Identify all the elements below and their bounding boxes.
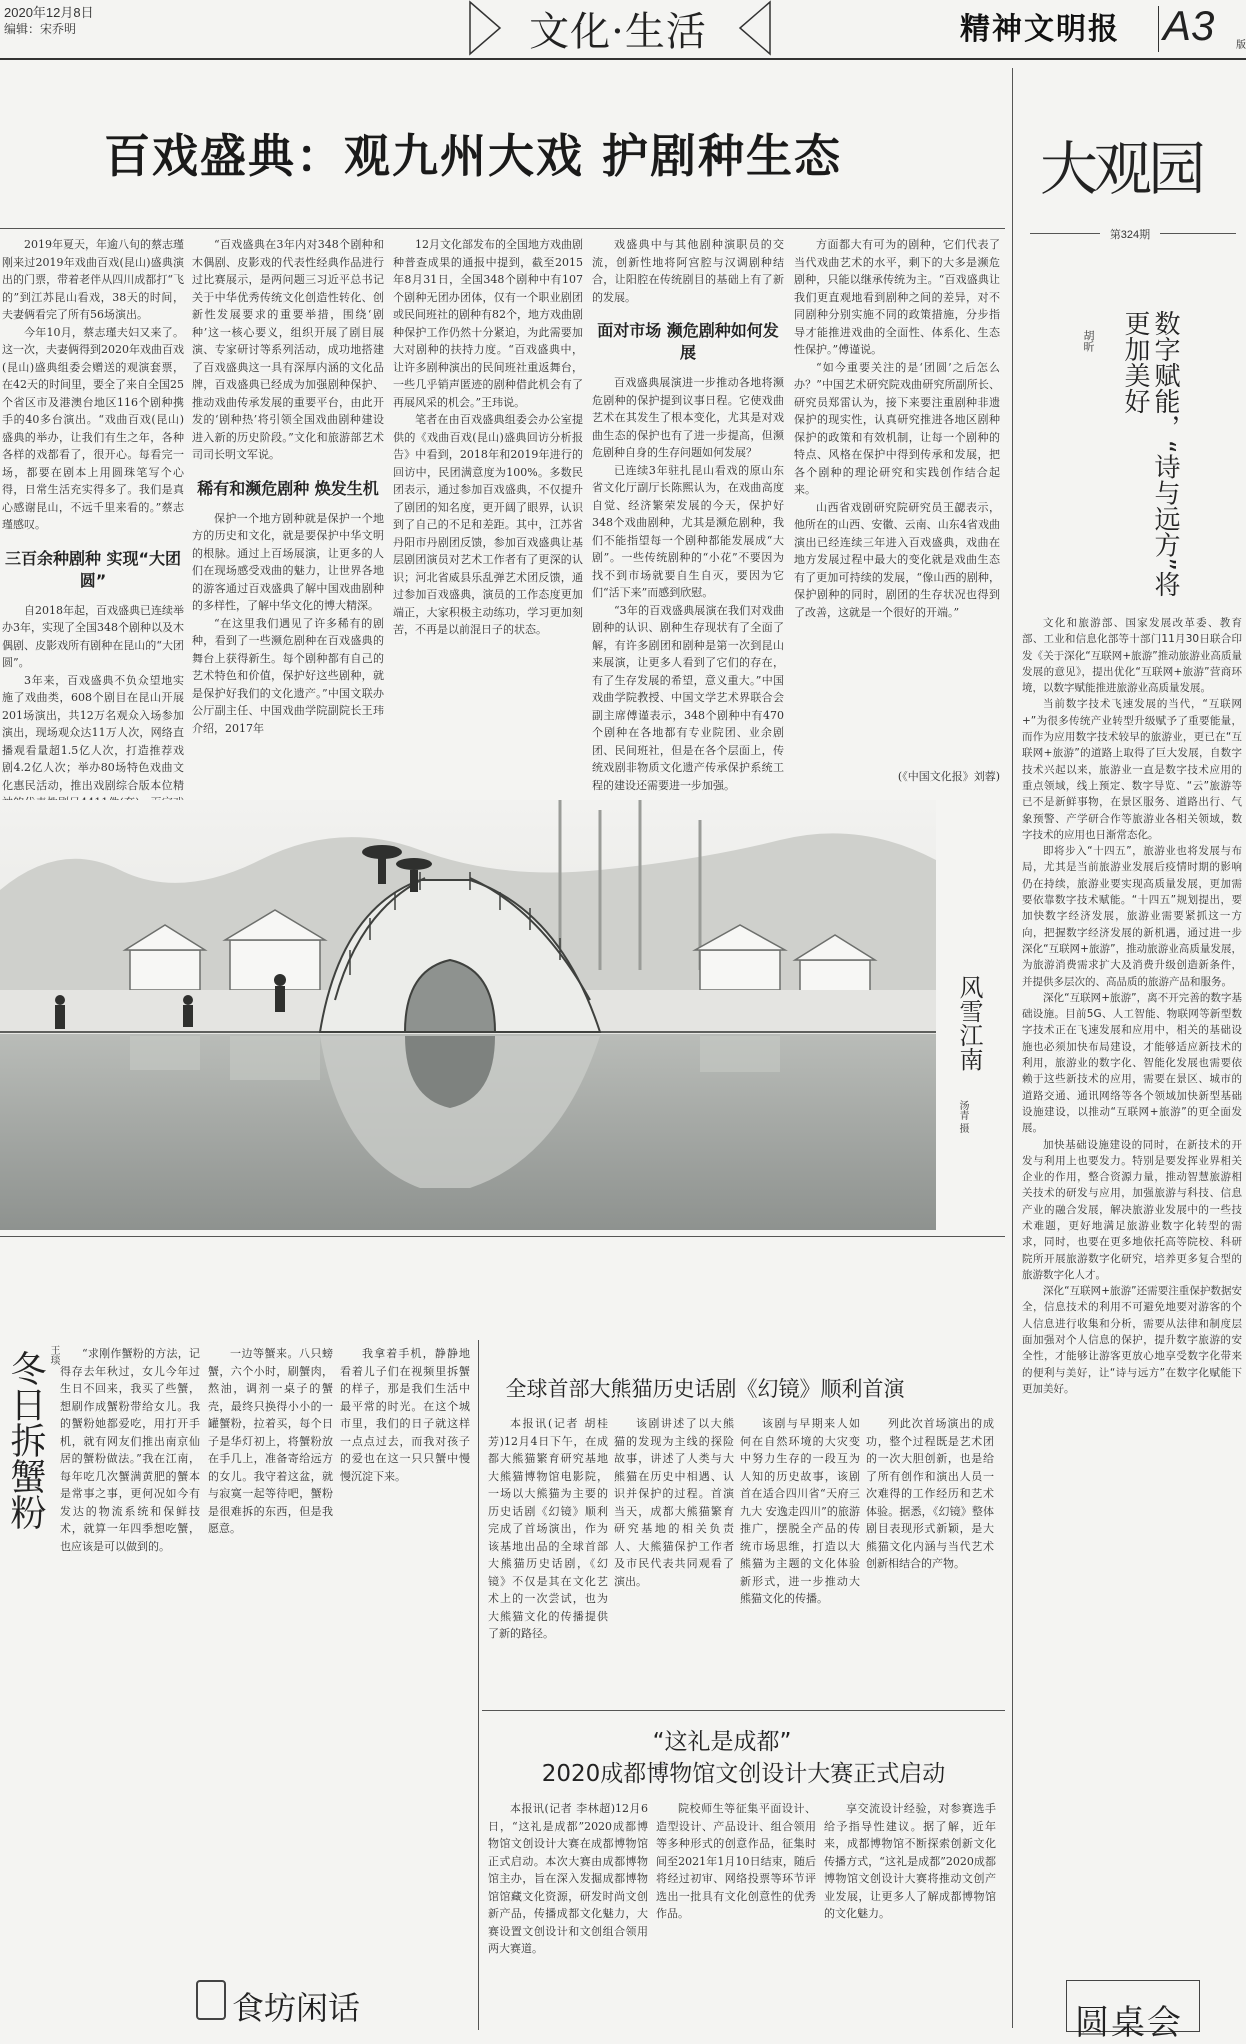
photo-rule: [0, 1236, 1005, 1237]
paragraph: 戏盛典中与其他剧种演职员的交流，创新性地将阿宫腔与汉调剧种结合，让阳腔在传统剧目的基础上有了新的发展。: [592, 238, 784, 304]
winter-essay-title: 冬日拆蟹粉: [5, 1350, 46, 1530]
article-column-5: [794, 236, 1000, 766]
winter-column-3: [340, 1345, 470, 1885]
paragraph: 当前数字技术飞速发展的当代，“互联网+”为很多传统产业转型升级赋予了重要能量，而作为应用数字技术较早的旅游业，更已在“互联网+旅游”的道路上取得了巨大发展，自数字技术兴起以来，旅游业一直是数字技术应用的重点领域，线上预定、数字导览、“云”旅游等已不是新鲜事物，在景区服务、道路出行、气象预警、产学研合作等旅游业各相关领域，数字技术的应用也日渐常态化。: [1022, 698, 1242, 841]
winter-divider: [478, 1340, 479, 2030]
panda-column-1: [488, 1415, 608, 1705]
winter-column-2: [208, 1345, 333, 1885]
sidebar-issue: 第324期: [1109, 229, 1151, 241]
paragraph: 2019年夏天，年逾八旬的蔡志瑾刚来过2019年戏曲百戏(昆山)盛典演出的门票，带着老伴从四川成都打“飞的”到江苏昆山看戏，38天的时间，夫妻俩看完了所有56场演出。: [2, 238, 184, 321]
paragraph: “在这里我们遇见了许多稀有的剧种，看到了一些濒危剧种在百戏盛典的舞台上获得新生。每个剧种都有自己的艺术特色和价值，保护好这些剧种，就是保护好我们的文化遗产。”中国文联办公厅副主任、中国戏曲学院副院长王玮介绍，2017年: [192, 616, 384, 735]
subheading: 稀有和濒危剧种 焕发生机: [197, 478, 379, 498]
issue-rule-right: [1160, 233, 1236, 234]
panda-story-title: 全球首部大熊猫历史话剧《幻镜》顺利首演: [505, 1377, 905, 1401]
food-column-logo: [196, 1980, 226, 2020]
paragraph: 百戏盛典展演进一步推动各地将濒危剧种的保护提到议事日程。它使戏曲艺术在其发生了根本变化，尤其是对戏曲生态的保护也有了进一步提高，但濒危剧种自身的生存问题如何发展？: [592, 376, 784, 459]
section-deco-right: [740, 2, 770, 54]
section-deco-left: [470, 2, 500, 54]
paragraph: 笔者在由百戏盛典组委会办公室提供的《戏曲百戏(昆山)盛典回访分析报告》中看到，2018年和2019年进行的回访中，民团满意度为100%。多数民团表示，通过参加百戏盛典，不仅提升了剧团的知名度，更开阔了眼界，认识到了自己的不足和差距。其中，江苏省丹阳市丹剧团反馈，参加百戏盛典让基层剧团演员对艺术工作者有了更深的认识；河北省威县乐乱弹艺术团反馈，通过参加百戏盛典，演员的工作态度更加端正，大家积极主动练功，学习更加刻苦，不再是以前混日子的状态。: [393, 413, 583, 636]
section-title: 文化·生活: [529, 9, 707, 55]
paragraph: 享交流设计经验，对参赛选手给予指导性建议。据了解，近年来，成都博物馆不断探索创新文化传播方式，“这礼是成都”2020成都博物馆文创设计大赛将推动文创产业发展，让更多人了解成都博物馆的文化魅力。: [824, 1802, 996, 1920]
snow-bridge-photo: [0, 800, 936, 1230]
paragraph: 院校师生等征集平面设计、造型设计、产品设计、组合领用等多种形式的创意作品，征集时间至2021年1月10日结束，随后将经过初审、网络投票等环节评选出一批具有文化创意性的优秀作品。: [656, 1802, 816, 1920]
paragraph: 加快基础设施建设的同时，在新技术的开发与利用上也要发力。特别是要发挥业界相关企业的作用，整合资源力量，推动智慧旅游相关技术的研发与应用，加强旅游与科技、信息产业的融合发展，解决旅游业发展中的一些技术难题，更好地满足旅游业数字化转型的需求，同时，也要在更多地依托高等院校、科研院所开展旅游数字化研究，培养更多复合型的旅游数字化人才。: [1022, 1138, 1242, 1281]
winter-essay-author: 王琰: [48, 1345, 59, 1365]
museum-title-2: 2020成都博物馆文创设计大赛正式启动: [541, 1761, 946, 1787]
article-column-2: [192, 236, 384, 786]
editor-line: 编辑：宋乔明: [4, 22, 77, 36]
paragraph: 深化“互联网+旅游”还需要注重保护数据安全，信息技术的利用不可避免地要对游客的个人信息进行收集和分析，需要从法律和制度层面加强对个人信息的保护，提升数字旅游的安全性，才能够让游客更放心地享受数字化带来的便利与美好，让“诗与远方”在数字化赋能下更加美好。: [1022, 1285, 1242, 1395]
paragraph: 该剧与早期来人如何在自然环境的大灾变中努力生存的一段互为人知的历史故事，该剧首在适合四川省“天府三九大 安逸走四川”的旅游推广，摆脱全产品的传统市场思维，打造以大熊猫为主题的文化体验新形式，进一步推动大熊猫文化的传播。: [740, 1417, 860, 1605]
paragraph: 本报讯(记者 李林超)12月6日，“这礼是成都”2020成都博物馆文创设计大赛在成都博物馆正式启动。本次大赛由成都博物馆主办，旨在深入发掘成都博物馆馆藏文化资源，研发时尚文创新产品，传播成都文化魅力，大赛设置文创设计和文创组合领用两大赛道。: [488, 1802, 648, 1955]
museum-column-2: [656, 1800, 816, 2028]
article-credit: (《中国文化报》刘蓉): [897, 770, 1000, 783]
paragraph: 深化“互联网+旅游”，离不开完善的数字基础设施。目前5G、人工智能、物联网等新型数字技术正在飞速发展和应用中，相关的基础设施也必须加快布局建设，才能够适应新技术的利用，旅游业的数字化、智能化发展也需要依赖于这些新技术的应用，需要在景区、城市的道路交通、通讯网络等各个领域加快新型基础设施建设，以推动“互联网+旅游”的更全面发展。: [1022, 991, 1242, 1135]
paragraph: 一边等蟹来。八只螃蟹，六个小时，刷蟹肉，熬油，调剂一桌子的蟹壳，最终只换得小小的一罐蟹粉，拉着买，每个日子是华灯初上，将蟹粉放在手几上，准备寄给远方的女儿。我守着这盆，就与寂寞一起等待吧，蟹粉是很难拆的东西，但是我愿意。: [208, 1347, 333, 1535]
issue-rule-left: [1030, 233, 1100, 234]
roundtable-label: 圆桌会: [1075, 2003, 1183, 2043]
paragraph: 本报讯(记者 胡桂芳)12月4日下午，在成都大熊猫繁育研究基地大熊猫博物馆电影院，一场以大熊猫为主要的历史话剧《幻镜》顺利完成了首场演出，作为该基地出品的全球首部大熊猫历史话剧，《幻镜》不仅是其在文化艺术上的一次尝试，也为大熊猫文化的传播提供了新的路径。: [488, 1417, 608, 1640]
article-column-3: [393, 236, 583, 786]
page-number: A3: [1163, 2, 1215, 49]
essay-title: 数字赋能，“诗与远方”将更加美好: [1120, 310, 1180, 597]
subheading: 三百余种剧种 实现“大团圆”: [4, 548, 182, 590]
photo-credit: 汤青 摄: [957, 1100, 968, 1134]
paragraph: 我拿着手机，静静地看着儿子们在视频里拆蟹的样子，那是我们生活中最平常的时光。在这个城市里，我们的日子就这样一点点过去，而我对孩子的爱也在这一只只蟹中慢慢沉淀下来。: [340, 1347, 470, 1483]
header-rule: [0, 58, 1246, 60]
sidebar-column-name: 大观园: [1040, 135, 1203, 203]
paragraph: 方面都大有可为的剧种，它们代表了当代戏曲艺术的水平，剩下的大多是濒危剧种，只能以继承传统为主。“百戏盛典让我们更直观地看到剧种之间的差异，对不同剧种分别实施不同的政策措施，分步指导才能推进戏曲的全面性、体系化、生态性保护。”傅谨说。: [794, 238, 1000, 356]
photo-caption: 风雪江南: [955, 975, 983, 1071]
museum-column-3: [824, 1800, 996, 2028]
paragraph: 即将步入“十四五”，旅游业也将发展与布局，尤其是当前旅游业发展后疫情时期的影响仍在持续，旅游业要实现高质量发展，更加需要依靠数字技术赋能。“十四五”规划提出，要加快数字经济发展，旅游业需要紧抓这一方向，把握数字经济发展的新机遇，通过进一步深化“互联网+旅游”，推动旅游业高质量发展，为旅游消费需求扩大及消费升级创造新条件，并提供多层次的、高品质的旅游产品和服务。: [1022, 845, 1242, 988]
sidebar-divider: [1012, 68, 1013, 2028]
panda-column-4: [866, 1415, 994, 1705]
page-divider: [1158, 6, 1159, 52]
museum-title-1: “这礼是成都”: [652, 1729, 792, 1755]
panda-rule: [482, 1710, 1005, 1711]
paragraph: “求刚作蟹粉的方法，记得存去年秋过，女儿今年过生日不回来，我买了些蟹，想刷作成蟹粉带给女儿。我的蟹粉她都爱吃，用打开手机，就有网友们推出南京仙居的蟹粉做法。”我在江南，每年吃几次蟹满黄肥的蟹本是常事之事，更何况如今有发达的物流系统和保鲜技术，就算一年四季想吃蟹，也应该是可以做到的。: [60, 1347, 200, 1553]
museum-column-1: [488, 1800, 648, 2028]
paragraph: 列此次首场演出的成功，整个过程既是艺术团的一次大胆创新，也是给了所有创作和演出人员一次难得的工作经历和艺术体验。据悉，《幻镜》整体剧目表现形式新颖，是大熊猫文化内涵与当代艺术创新相结合的产物。: [866, 1417, 994, 1570]
paragraph: “如今重要关注的是‘团圆’之后怎么办？”中国艺术研究院戏曲研究所副所长、研究员郑雷认为，接下来要注重剧种非遗保护的现实性，认真研究推进各地区剧种保护的政策和有效机制，让每一个剧种的特点、风格在保护中得到传承和发展，把各个剧种的理论研究和实践创作结合起来。: [794, 360, 1000, 496]
paragraph: 文化和旅游部、国家发展改革委、教育部、工业和信息化部等十部门11月30日联合印发《关于深化“互联网+旅游”推动旅游业高质量发展的意见》，提出优化“互联网+旅游”营商环境，以数字赋能推进旅游业高质量发展。: [1022, 617, 1242, 695]
subheading: 面对市场 濒危剧种如何发展: [597, 321, 779, 362]
paragraph: 已连续3年驻扎昆山看戏的原山东省文化厅副厅长陈熙认为，在戏曲高度自觉、经济繁荣发展的今天，保护好348个戏曲剧种，尤其是濒危剧种，我们不能指望每一个剧种都能发展成“大剧”。一些传统剧种的“小花”不要因为找不到市场就要自生自灭，要因为它们“活下来”而感到欣慰。: [592, 463, 784, 599]
article-column-1: [2, 236, 184, 792]
paragraph: 3年来，百戏盛典不负众望地实施了戏曲类，608个剧目在昆山开展201场演出，共12万名观众入场参加演出，现场观众达11万人次，网络直播观看量超1.5亿人次，打造推荐戏剧4.2亿人次；举办80场特色戏曲文化惠民活动，推出戏剧综合版本位精: [2, 673, 184, 792]
paragraph: 12月文化部发布的全国地方戏曲剧种普查成果的通报中提到，截至2015年8月31日，全国348个剧种中有107个剧种无团办团体，仅有一个职业剧团或民间班社的剧种有82个，地方戏曲剧种保护工作仍然十分紧迫，为此需要加大对剧种的扶持力度。“百戏盛典中，让许多剧种演出的民间班社重返舞台，一些几乎销声匿迹的剧种借此机会有了再展风采的机会。”王玮说。: [393, 238, 583, 409]
paragraph: 山西省戏剧研究院研究员王勰表示，他所在的山西、安徽、云南、山东4省戏曲演出已经连续三年进入百戏盛典，戏曲在地方发展过程中最大的变化就是戏曲生态有了更加可持续的发展，“像山西的剧种，保护剧种的同时，剧团的生存状况也得到了改善，这就是一个很好的开端。”: [794, 500, 1000, 619]
panda-column-2: [614, 1415, 734, 1705]
paragraph: 自2018年起，百戏盛典已连续举办3年，实现了全国348个剧种以及木偶剧、皮影戏所有剧种在昆山的“大团圆”。: [2, 603, 184, 669]
paragraph: “百戏盛典在3年内对348个剧种和木偶剧、皮影戏的代表性经典作品进行过比赛展示，是两问题三习近平总书记关于中华优秀传统文化创造性转化、创新性发展要求的重要举措，围绕‘剧种’这一核心要义，组织开展了剧目展演、专家研讨等系列活动，成功地搭建了百戏盛典这一具有深厚内涵的文化品牌，百戏盛典已经成为加强剧种保护、推动戏曲传承发展的重要平台，由此开发的‘剧种热’将引领全国戏曲剧种建设进入新的历史阶段。”文化和旅游部艺术司司长明文军说。: [192, 238, 384, 461]
paragraph: “3年的百戏盛典展演在我们对戏曲剧种的认识、剧种生存现状有了全面了解，有许多剧团和剧种是第一次到昆山来展演，让更多人看到了它们的存在，有了生存发展的希望，意义重大。”中国戏曲学院教授、中国文学艺术界联合会副主席傅谨表示，348个剧种中有470个剧种在各地都有专业院团、业余剧团、民间班社，但是在各个层面上，传统戏剧非物质文化遗产传承保护系统工程的建设还需要进一步加强。: [592, 603, 784, 792]
page-suffix: 版: [1236, 40, 1246, 51]
paragraph: 该剧讲述了以大熊猫的发现为主线的探险故事，讲述了人类与大熊猫在历史中相遇、认识并保护的过程。首演当天，成都大熊猫繁育研究基地的相关负责人、大熊猫保护工作者及市民代表共同观看了演出。: [614, 1417, 734, 1588]
article-column-4: [592, 236, 784, 792]
main-headline: 百戏盛典：观九州大戏 护剧种生态: [104, 129, 843, 183]
winter-column-1: [60, 1345, 200, 1955]
food-column-title: 食坊闲话: [232, 1989, 361, 2027]
paragraph: 保护一个地方剧种就是保护一个地方的历史和文化，就是要保护中华文明的根脉。通过上百场展演，让更多的人们在现场感受戏曲的魅力，让世界各地的游客通过百戏盛典了解中国戏曲剧种的多样性，了解中华文化的博大精深。: [192, 511, 384, 612]
issue-date: 2020年12月8日: [4, 5, 94, 20]
newspaper-name: 精神文明报: [960, 12, 1120, 47]
headline-rule: [0, 228, 1005, 229]
panda-column-3: [740, 1415, 860, 1705]
essay-author: 胡昕: [1082, 330, 1095, 352]
essay-body: [1022, 615, 1242, 1955]
paragraph: 今年10月，蔡志瑾夫妇又来了。这一次，夫妻俩得到2020年戏曲百戏(昆山)盛典组委会赠送的观演套票，在42天的时间里，要全了来自全国25个省区市及港澳台地区116个剧种携手的40多台演出。“戏曲百戏(昆山)盛典的举办，让我们有生之年，各种各样的戏都看了，很开心。每看完一场，都要在剧本上用圆珠笔写个心得，日常生活充实得多了。我们是真心感谢昆山，不远千里来看的。”蔡志瑾感叹。: [2, 325, 184, 531]
